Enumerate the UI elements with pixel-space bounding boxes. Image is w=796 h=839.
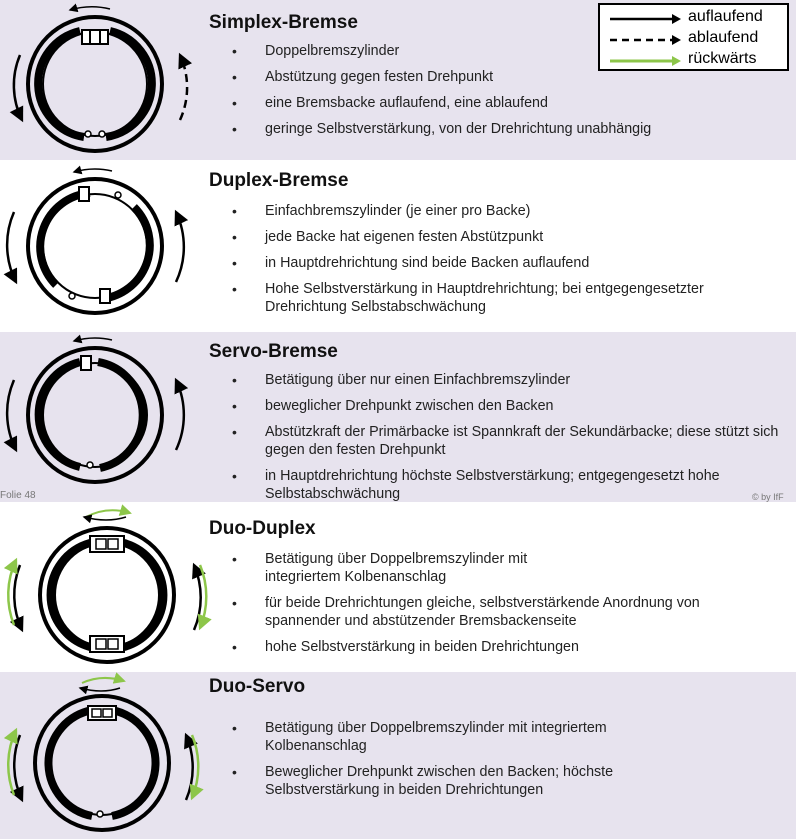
servo-diagram xyxy=(7,338,184,482)
list-item: • geringe Selbstverstärkung, von der Drehrichtung unabhängig xyxy=(232,120,702,138)
list-item: • Beweglicher Drehpunkt zwischen den Backen; höchste Selbstverstärkung in beiden Drehrichtungen xyxy=(232,763,652,799)
list-item: • Betätigung über Doppelbremszylinder mit integriertem Kolbenanschlag xyxy=(232,550,565,586)
bullets-duo-servo xyxy=(232,719,652,799)
slide-number: Folie 48 xyxy=(0,490,36,501)
list-item: • jede Backe hat eigenen festen Abstützpunkt xyxy=(232,228,752,246)
list-item: • beweglicher Drehpunkt zwischen den Backen xyxy=(232,397,792,415)
list-item: • Abstützung gegen festen Drehpunkt xyxy=(232,68,702,86)
legend-item-ablaufend xyxy=(608,29,759,49)
list-item: • Betätigung über Doppelbremszylinder mit integriertem Kolbenanschlag xyxy=(232,719,652,755)
list-item: • hohe Selbstverstärkung in beiden Drehrichtungen xyxy=(232,638,722,656)
list-item: • Hohe Selbstverstärkung in Hauptdrehrichtung; bei entgegengesetzter Drehrichtung Selbstabschwächung xyxy=(232,280,752,316)
legend-item-auflaufend xyxy=(608,8,763,28)
list-item: • in Hauptdrehrichtung höchste Selbstverstärkung; entgegengesetzt hohe Selbstabschwächung xyxy=(232,467,792,503)
legend-label: ablaufend xyxy=(688,29,759,46)
copyright: © by IfF xyxy=(752,492,784,502)
title-servo: Servo-Bremse xyxy=(209,341,338,362)
title-duplex: Duplex-Bremse xyxy=(209,170,349,191)
list-item: • in Hauptdrehrichtung sind beide Backen auflaufend xyxy=(232,254,752,272)
legend-label: rückwärts xyxy=(688,50,757,67)
list-item: • Abstützkraft der Primärbacke ist Spannkraft der Sekundärbacke; diese stützt sich gegen den festen Drehpunkt xyxy=(232,423,792,459)
title-duo-duplex: Duo-Duplex xyxy=(209,518,316,539)
duo-servo-diagram xyxy=(8,678,198,830)
list-item: • eine Bremsbacke auflaufend, eine ablaufend xyxy=(232,94,702,112)
title-duo-servo: Duo-Servo xyxy=(209,676,306,697)
simplex-diagram xyxy=(14,7,187,151)
list-item: • Doppelbremszylinder xyxy=(232,42,702,60)
green-arrow-icon xyxy=(608,50,684,70)
list-item: • Einfachbremszylinder (je einer pro Backe) xyxy=(232,202,752,220)
bullets-duplex xyxy=(232,202,752,316)
legend xyxy=(598,3,789,71)
duo-duplex-diagram xyxy=(8,510,206,662)
title-simplex: Simplex-Bremse xyxy=(209,12,358,33)
solid-arrow-icon xyxy=(608,8,684,28)
duplex-diagram xyxy=(7,169,184,313)
dashed-arrow-icon xyxy=(608,29,684,49)
list-item: • Betätigung über nur einen Einfachbremszylinder xyxy=(232,371,792,389)
legend-label: auflaufend xyxy=(688,8,763,25)
bullets-servo xyxy=(232,371,792,503)
bullets-duo-duplex xyxy=(232,550,722,656)
list-item: • für beide Drehrichtungen gleiche, selbstverstärkende Anordnung von spannender und abstützender Bremsbackenseite xyxy=(232,594,722,630)
legend-item-rueckwaerts xyxy=(608,50,757,70)
